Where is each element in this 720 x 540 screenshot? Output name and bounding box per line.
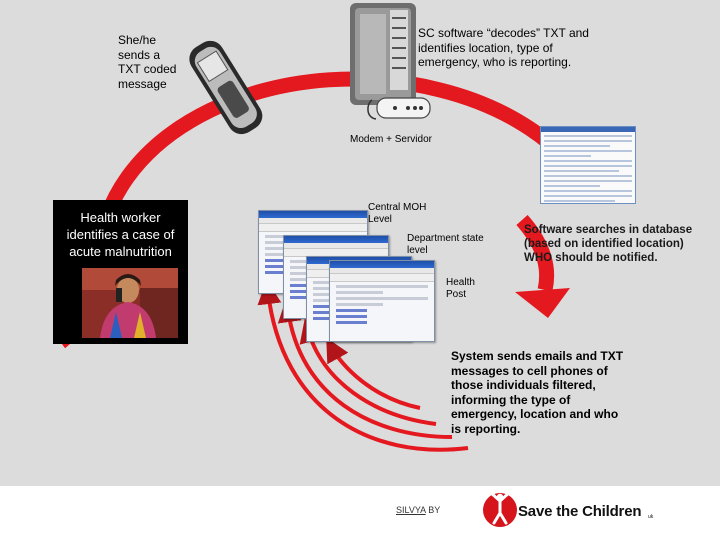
health-worker-panel xyxy=(53,200,188,344)
central-moh-label: Central MOH Level xyxy=(368,202,427,225)
cycle-arrowhead xyxy=(515,288,570,318)
software-search-label: Software searches in database (based on identified location) WHO should be notified. xyxy=(524,224,693,264)
software-window-icon xyxy=(540,126,636,204)
email-window-icon xyxy=(329,260,435,342)
department-label: Department state level xyxy=(407,233,484,256)
credit-text xyxy=(396,505,440,515)
credit-name: SILVYA xyxy=(396,505,426,515)
sc-software-label: SC software “decodes” TXT and identifies location, type of emergency, who is reporting. xyxy=(418,26,589,69)
feedback-arrow-4 xyxy=(332,348,420,408)
logo-suffix: uk xyxy=(648,514,654,520)
modem-server-label: Modem + Servidor xyxy=(350,134,432,145)
sender-label: She/he sends a TXT coded message xyxy=(118,33,177,91)
health-worker-label: Health worker identifies a case of acute malnutrition xyxy=(66,210,175,259)
logo-text: Save the Children xyxy=(518,503,642,520)
system-sends-label: System sends emails and TXT messages to cell phones of those individuals filtered, informing the type of emergency, location and who is reporting. xyxy=(451,349,624,436)
health-worker-photo xyxy=(82,268,178,338)
server-icon xyxy=(350,3,416,105)
health-post-label: Health Post xyxy=(446,277,475,300)
save-the-children-logo-icon xyxy=(483,492,517,527)
credit-suffix: BY xyxy=(425,505,441,515)
